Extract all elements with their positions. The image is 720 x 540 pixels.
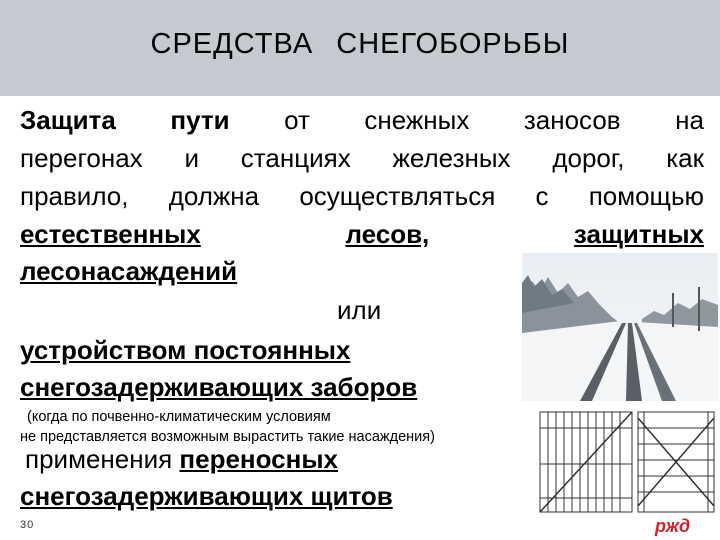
paragraph-line-3: [20, 179, 704, 213]
word: и: [184, 143, 199, 173]
page-number: 30: [20, 519, 35, 531]
rzd-logo: ржд: [655, 516, 691, 536]
word: с: [535, 181, 549, 211]
fences-term-1: устройством постоянных: [20, 335, 351, 365]
word: перегонах: [20, 143, 143, 173]
word-puti: пути: [170, 105, 230, 135]
word: правило,: [20, 181, 129, 211]
slide-title: СРЕДСТВА СНЕГОБОРЬБЫ: [150, 28, 570, 60]
word: должна: [168, 181, 260, 211]
paragraph-line-1: [20, 103, 704, 137]
word: помощью: [588, 181, 704, 211]
protective-term: защитных: [573, 219, 704, 249]
natural-forests-term: естественных: [20, 219, 201, 249]
word: железных: [392, 143, 511, 173]
word: от: [284, 105, 310, 135]
word: как: [666, 143, 704, 173]
word: снежных: [364, 105, 470, 135]
note-line-2: не представляется возможным вырастить такие насаждения): [20, 429, 435, 445]
paragraph-line-2: [20, 141, 704, 175]
snowy-railway-photo: [522, 253, 718, 401]
word: дорог,: [552, 143, 625, 173]
portable-term: переносных: [179, 444, 338, 474]
note-line-1: (когда по почвенно-климатическим условиям: [27, 409, 331, 425]
word-zashchita: Защита: [20, 105, 116, 135]
plantations-term: лесонасаждений: [20, 256, 238, 286]
forests-term: лесов,: [345, 219, 430, 249]
word: на: [675, 105, 704, 135]
or-text: или: [337, 295, 382, 325]
shields-term: снегозадерживающих щитов: [20, 481, 393, 511]
snow-shield-drawing: [538, 408, 718, 516]
fences-term-2: снегозадерживающих заборов: [20, 372, 418, 402]
paragraph-line-4: [20, 217, 704, 251]
shields-prefix: применения: [25, 444, 180, 474]
word: станциях: [240, 143, 351, 173]
word: заносов: [523, 105, 621, 135]
word: осуществляться: [299, 181, 496, 211]
